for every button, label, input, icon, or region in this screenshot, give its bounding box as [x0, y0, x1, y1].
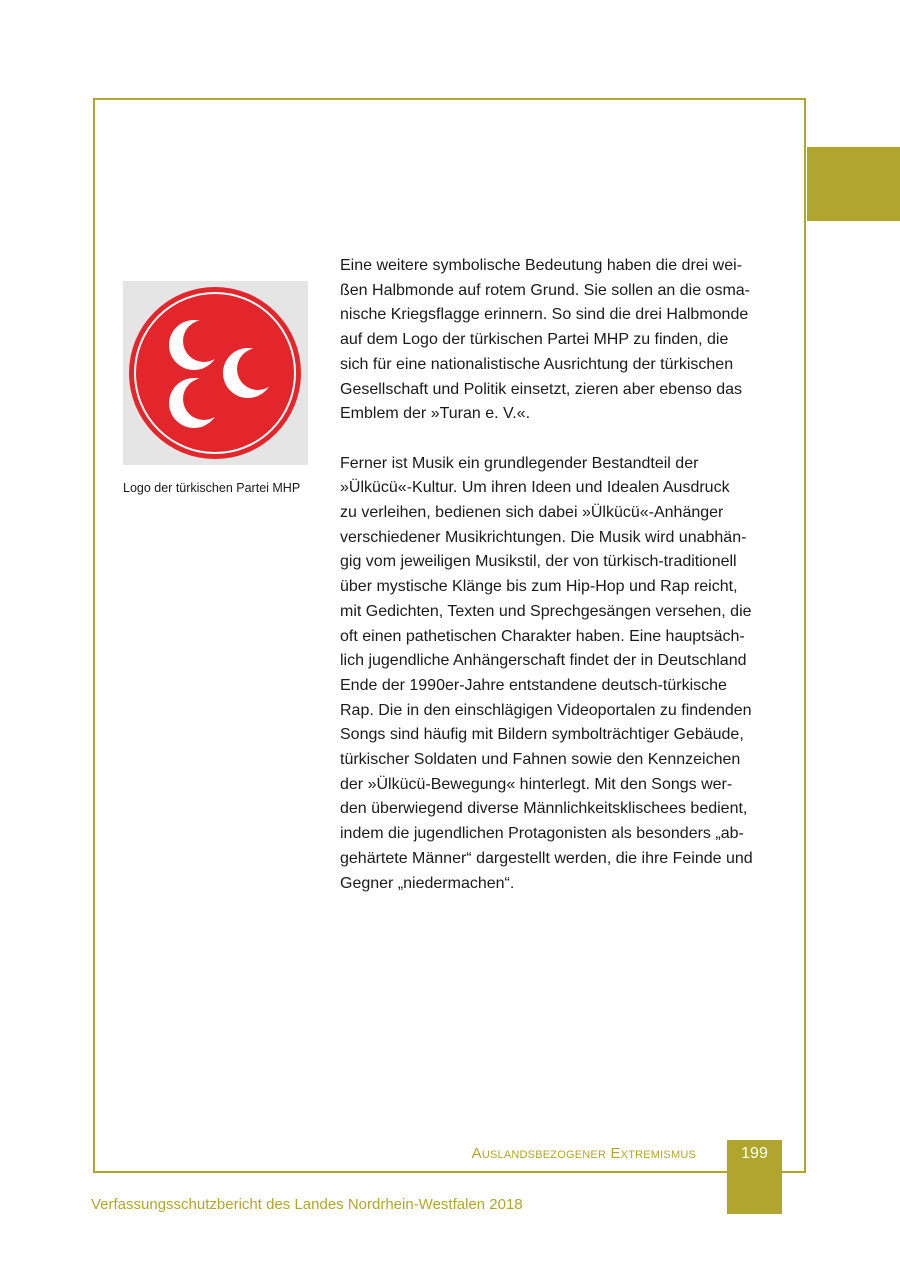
text-line: den überwiegend diverse Männlichkeitsklischees bedient, [340, 800, 748, 818]
text-line: »Ülkücü«-Kultur. Um ihren Ideen und Idealen Ausdruck [340, 479, 730, 497]
image-caption: Logo der türkischen Partei MHP [123, 481, 301, 495]
text-line: sich für eine nationalistische Ausrichtung der türkischen [340, 355, 734, 373]
text-line: Eine weitere symbolische Bedeutung haben die drei wei- [340, 257, 743, 274]
paragraph-2 [340, 452, 788, 897]
text-line: ßen Halbmonde auf rotem Grund. Sie sollen an die osma- [340, 281, 750, 299]
section-title: Auslandsbezogener Extremismus [471, 1145, 696, 1162]
three-crescents-logo-icon [123, 281, 308, 465]
text-line: gig vom jeweiligen Musikstil, der von türkisch-traditionell [340, 553, 737, 571]
text-line: über mystische Klänge bis zum Hip-Hop und Rap reicht, [340, 578, 738, 596]
text-line: oft einen pathetischen Charakter haben. Eine hauptsäch- [340, 627, 745, 645]
text-line: Gesellschaft und Politik einsetzt, zieren aber ebenso das [340, 380, 743, 398]
text-line: verschiedener Musikrichtungen. Die Musik wird unabhän- [340, 528, 747, 546]
text-line: Gegner „niedermachen“. [340, 874, 515, 892]
text-line: auf dem Logo der türkischen Partei MHP zu finden, die [340, 331, 729, 349]
text-line: Songs sind häufig mit Bildern symbolträchtiger Gebäude, [340, 726, 744, 744]
text-line: Ferner ist Musik ein grundlegender Bestandteil der [340, 454, 699, 472]
text-line: Emblem der »Turan e. V.«. [340, 405, 531, 423]
footer-text: Verfassungsschutzbericht des Landes Nordrhein-Westfalen 2018 [91, 1196, 523, 1213]
mhp-logo-image [123, 281, 308, 465]
chapter-tab [807, 147, 900, 221]
body-text [340, 254, 788, 896]
page-number: 199 [741, 1145, 768, 1162]
page-number-box [727, 1140, 782, 1214]
text-line: lich jugendliche Anhängerschaft findet der in Deutschland [340, 652, 747, 670]
text-line: zu verleihen, bedienen sich dabei »Ülkücü«-Anhänger [340, 504, 724, 522]
text-line: türkischer Soldaten und Fahnen sowie den Kennzeichen [340, 751, 741, 769]
text-line: Ende der 1990er-Jahre entstandene deutsch-türkische [340, 676, 727, 694]
text-line: der »Ülkücü-Bewegung« hinterlegt. Mit den Songs wer- [340, 775, 733, 793]
paragraph-1 [340, 254, 788, 427]
text-line: gehärtete Männer“ dargestellt werden, die ihre Feinde und [340, 849, 753, 867]
text-line: nische Kriegsflagge erinnern. So sind die drei Halbmonde [340, 306, 749, 324]
text-line: Rap. Die in den einschlägigen Videoportalen zu findenden [340, 701, 752, 719]
text-line: indem die jugendlichen Protagonisten als besonders „ab- [340, 825, 744, 843]
text-line: mit Gedichten, Texten und Sprechgesängen versehen, die [340, 602, 752, 620]
